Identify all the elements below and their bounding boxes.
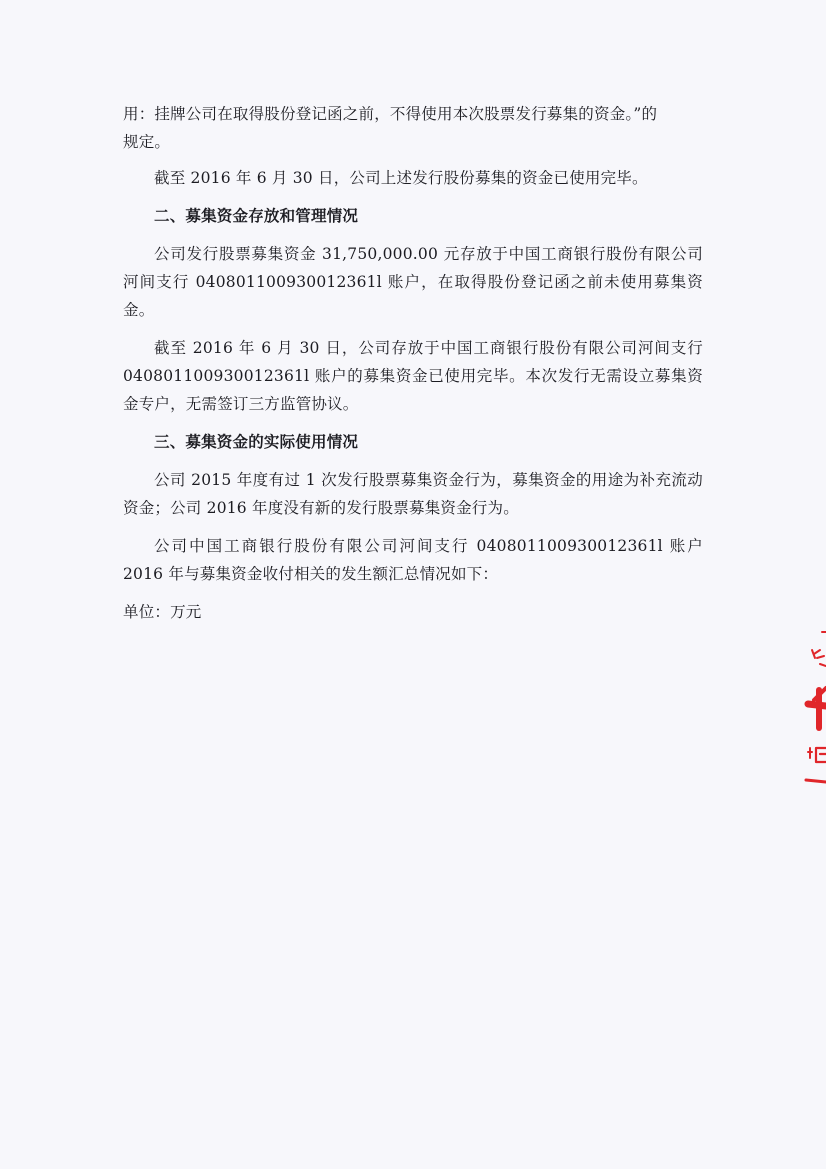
paragraph-1-line-2: 规定。 (123, 133, 171, 151)
paragraph-5: 公司 2015 年度有过 1 次发行股票募集资金行为，募集资金的用途为补充流动资金；公司 2016 年度没有新的发行股票募集资金行为。 (123, 471, 703, 517)
paragraph-6: 公司中国工商银行股份有限公司河间支行 040801100930012361l 账户 2016 年与募集资金收付相关的发生额汇总情况如下： (123, 537, 703, 583)
document-body (123, 100, 703, 626)
paragraph-3: 公司发行股票募集资金 31,750,000.00 元存放于中国工商银行股份有限公司河间支行 040801100930012361l 账户，在取得股份登记函之前未使用募集资金。 (123, 245, 703, 319)
section-heading-3: 三、募集资金的实际使用情况 (154, 432, 359, 451)
paragraph-2: 截至 2016 年 6 月 30 日，公司上述发行股份募集的资金已使用完毕。 (154, 169, 648, 187)
paragraph-4: 截至 2016 年 6 月 30 日，公司存放于中国工商银行股份有限公司河间支行 040801100930012361l 账户的募集资金已使用完毕。本次发行无需设立募集资金专户，无需签订三方监管协议。 (123, 339, 703, 413)
seal-strokes (806, 632, 826, 782)
red-seal-fragment (802, 628, 826, 788)
unit-label: 单位：万元 (123, 603, 202, 621)
section-heading-2: 二、募集资金存放和管理情况 (154, 206, 359, 225)
paragraph-1-line-1: 用：挂牌公司在取得股份登记函之前，不得使用本次股票发行募集的资金。”的 (123, 105, 658, 123)
